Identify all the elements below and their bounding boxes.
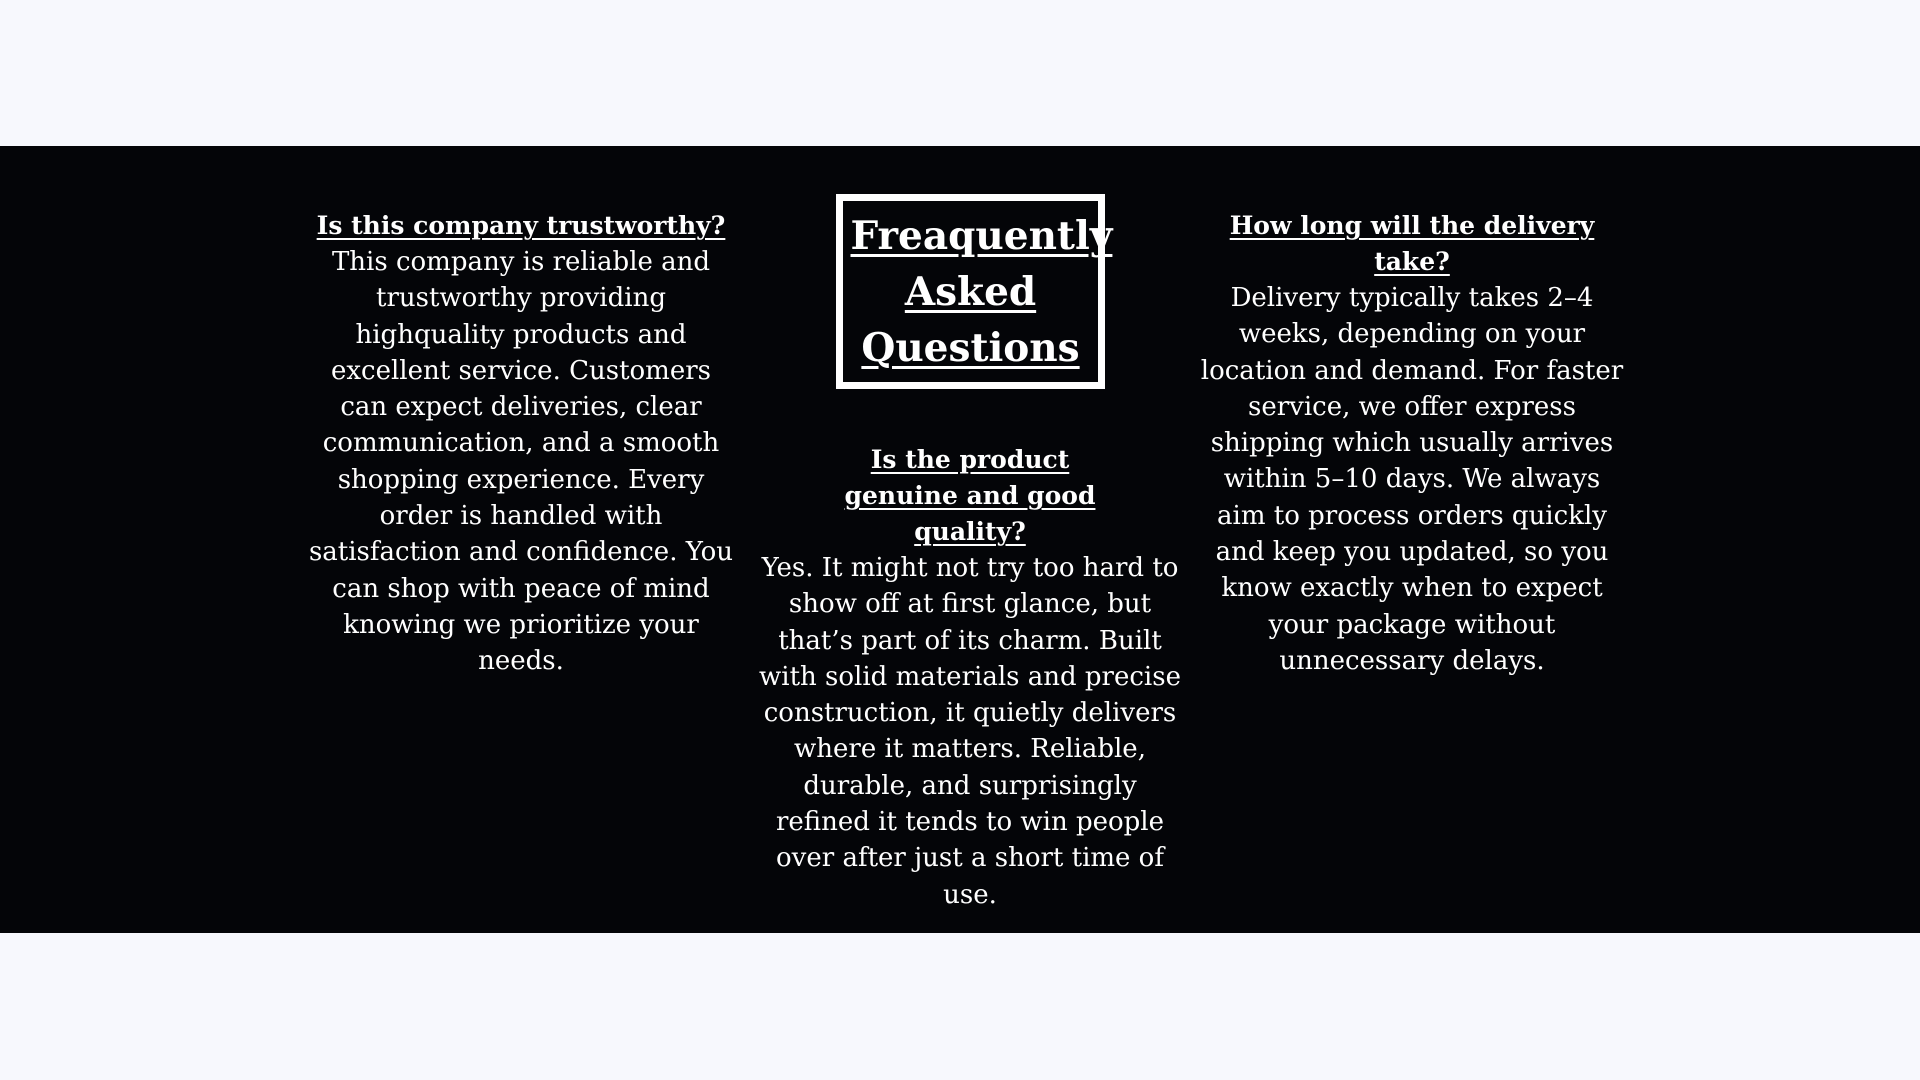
top-background-band (0, 0, 1920, 146)
faq-item-trustworthy (305, 208, 737, 680)
faq-item-product-quality (754, 442, 1186, 913)
faq-title-box (836, 194, 1113, 389)
faq-question: Is the product genuine and good quality? (844, 445, 1096, 546)
bottom-background-band (0, 933, 1920, 1080)
faq-question: How long will the delivery take? (1229, 211, 1595, 276)
faq-answer: Yes. It might not try too hard to show off at first glance, but that’s part of its charm. Built with solid materials and precise construction, it quietly delivers where it matters. Reliable, durable, and surprisingly refined it tends to win people over after just a short time of use. (759, 553, 1181, 910)
faq-answer: Delivery typically takes 2–4 weeks, depending on your location and demand. For faster service, we offer express shipping which usually arrives within 5–10 days. We always aim to process orders quickly and keep you updated, so you know exactly when to expect your package without unnecessary delays. (1200, 283, 1624, 676)
faq-item-delivery-time (1196, 208, 1628, 679)
faq-question: Is this company trustworthy? (316, 211, 726, 240)
faq-section (0, 146, 1920, 933)
faq-title: Freaquently Asked Questions (850, 212, 1113, 371)
faq-answer: This company is reliable and trustworthy providing highquality products and excellent service. Customers can expect deliveries, clear communication, and a smooth shopping experience. Every order is handled with satisfaction and confidence. You can shop with peace of mind knowing we prioritize your needs. (308, 247, 734, 677)
